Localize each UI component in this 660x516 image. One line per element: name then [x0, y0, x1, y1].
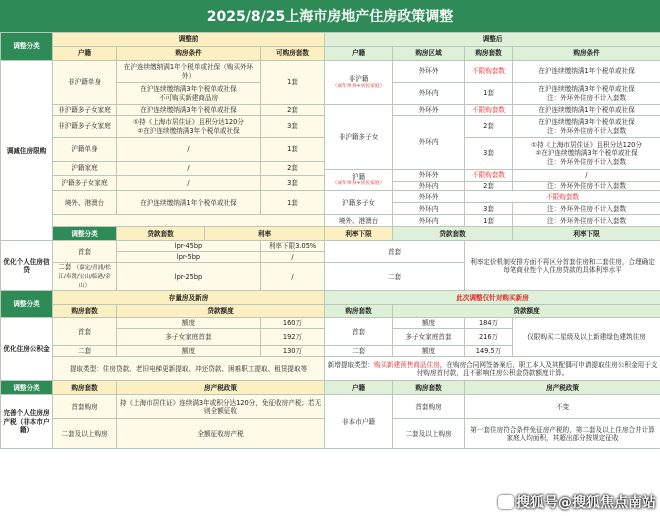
- policy-table: [0, 32, 660, 449]
- col-tax-policy: 房产税政策: [117, 381, 325, 395]
- hukou-cell: 非沪籍多子女家庭: [53, 105, 117, 116]
- col-hukou: 户籍: [53, 47, 117, 61]
- region-cell: 外环内: [393, 116, 465, 170]
- loan-second: 二套 （嘉定/青浦/松江/奉贤/宝山/临港/金山）: [53, 263, 117, 291]
- col-sets: 购房套数: [465, 47, 513, 61]
- hukou-cell: 境外、港澳台: [53, 191, 117, 215]
- hukou-note: （成年单身+居民家庭）: [332, 83, 385, 89]
- section-header-row: [1, 33, 660, 47]
- hukou-after-cell: 境外、港澳台: [325, 215, 393, 227]
- condition-cell: 在沪连续缴纳满1年个税单或社保: [117, 191, 261, 215]
- before-header: 调整前: [53, 33, 325, 47]
- hukou-cell: 沪籍多子女家庭: [53, 176, 117, 191]
- col-conditions: 购房条件: [117, 47, 261, 61]
- sets-cell: 1套: [261, 138, 325, 162]
- sets-cell: 2套: [261, 162, 325, 176]
- after-header: 调整后: [325, 33, 660, 47]
- sets-unlimited: 不限购套数: [465, 61, 513, 83]
- fund-amount: 192万: [261, 329, 325, 346]
- hukou-cell: 沪籍单身: [53, 138, 117, 162]
- condition-cell: ①持《上海市居住证》且积分达120分 ②在沪连续缴纳满3年个税单或社保: [117, 116, 261, 138]
- condition-after-cell: 注：外环外住房不计入套数: [513, 182, 660, 191]
- tax-second-policy-after: 第一套住房符合条件免征房产税的，第二套及以上住房合并计算家庭人均面积，其超出部分按规定征收: [465, 419, 660, 449]
- col-fund-sets-after: 购房套数: [325, 305, 393, 318]
- hukou-cell: 非沪籍单身: [53, 61, 117, 105]
- sets-unlimited: 不限购套数: [465, 105, 513, 116]
- region-cell: 外环内: [393, 215, 465, 227]
- fund-second: 二套: [53, 346, 117, 357]
- policy-table-wrapper: [0, 32, 660, 449]
- watermark: 搜狐号@搜狐焦点南站: [496, 492, 656, 512]
- condition-after-cell: 在沪连续缴纳满3年个税单或社保 注：外环外住房不计入套数: [513, 116, 660, 138]
- tax-second-after: 二套及以上购房: [393, 419, 465, 449]
- category-header: 调整分类: [1, 381, 53, 395]
- fund-after-note: 仅限购买二星级及以上新建绿色建筑住房: [513, 318, 660, 357]
- fund-label: 额度: [117, 318, 261, 329]
- hukou-label: 非沪籍: [348, 75, 369, 84]
- column-header-row: [1, 47, 660, 61]
- fund-amount: 149.5万: [465, 346, 513, 357]
- section-header-row: [1, 227, 660, 241]
- hukou-cell: 非沪籍多子女家庭: [53, 116, 117, 138]
- region-cell: 外环内: [393, 83, 465, 105]
- fund-first-after: 首套: [325, 318, 393, 346]
- section-header-row: [1, 291, 660, 305]
- loan-first-after: 首套: [325, 241, 465, 263]
- table-row: [1, 61, 660, 72]
- page-title: 2025/8/25上海市房地产住房政策调整: [0, 0, 660, 32]
- sets-cell: 2套: [465, 182, 513, 191]
- fund-label: 额度: [393, 318, 465, 329]
- hukou-note: （成年单身+居民家庭）: [332, 181, 385, 187]
- fund-first: 首套: [53, 318, 117, 346]
- tax-first-policy-after: 不变: [465, 395, 660, 419]
- table-row: [1, 357, 660, 381]
- fund-before-extract: 提取类型：住房贷款、老旧电梯更新提取、冲还贷款、困难职工提取、租赁提取等: [53, 357, 325, 381]
- category-header: 调整分类: [1, 33, 53, 61]
- table-row: [1, 318, 660, 329]
- condition-cell: /: [117, 138, 261, 162]
- fund-label: 额度: [117, 346, 261, 357]
- fund-label: 额度: [393, 346, 465, 357]
- col-floor-after: 利率下限: [513, 227, 660, 241]
- floor-cell: /: [261, 263, 325, 291]
- condition-cell: 在沪连续缴纳满3年个税单或社保 不可购买新建商品房: [117, 83, 261, 105]
- tax-second-policy: 全额征收房产税: [117, 419, 325, 449]
- sets-cell: 3套: [465, 203, 513, 215]
- fund-amount: 184万: [465, 318, 513, 329]
- floor-cell: /: [261, 252, 325, 263]
- col-conditions-after: 购房条件: [513, 47, 660, 61]
- condition-after-cell: 注：外环外住房不计入套数: [513, 203, 660, 215]
- tax-hukou-after: 非本市户籍: [325, 395, 393, 449]
- region-cell: 外环外: [393, 105, 465, 116]
- hukou-cell: 沪籍家庭: [53, 162, 117, 176]
- condition-cell: /: [117, 176, 261, 191]
- condition-after-cell: 注：外环外住房不计入套数: [513, 215, 660, 227]
- hukou-label: 沪籍: [351, 173, 366, 181]
- condition-cell: /: [117, 162, 261, 176]
- rate-cell: lpr-45bp: [117, 241, 261, 252]
- col-rate: 利率: [205, 227, 325, 241]
- tax-first-policy: 持《上海市居住证》连续满3年或积分达120分，免征收房产税；若无则全额征收: [117, 395, 325, 419]
- condition-cell: 在沪连续缴纳满3年个税单或社保: [117, 105, 261, 116]
- category-header: 调整分类: [1, 291, 53, 318]
- loan-second-after: 二套: [325, 263, 465, 291]
- col-can-buy: 可购房套数: [261, 47, 325, 61]
- col-fund-sets: 购房套数: [53, 305, 117, 318]
- fund-after-title: 此次调整仅针对购买新房: [325, 291, 660, 305]
- sets-cell: 2套: [465, 116, 513, 138]
- category-fund: 优化住房公积金: [1, 318, 53, 381]
- region-cell: 外环内: [393, 182, 465, 191]
- sets-cell: 1套: [261, 61, 325, 105]
- sets-unlimited: 不限购套数: [465, 191, 660, 203]
- col-hukou-tax: 户籍: [325, 381, 393, 395]
- loan-first: 首套: [53, 241, 117, 263]
- category-restriction: 调减住房限购: [1, 61, 53, 241]
- sets-cell: 1套: [465, 215, 513, 227]
- category-credit: 优化个人住房信贷: [1, 241, 53, 291]
- hukou-after-cell: [325, 170, 393, 191]
- sets-cell: 2套: [261, 105, 325, 116]
- fund-amount: 216万: [465, 329, 513, 346]
- sets-cell: 3套: [261, 176, 325, 191]
- column-header-row: [1, 305, 660, 318]
- condition-after-cell: 在沪连续缴纳满1年个税单或社保: [513, 105, 660, 116]
- condition-after-cell: ①持《上海市居住证》且积分达120分 ②在沪连续缴纳满3年个税单或社保 注：外环外住房不计入套数: [513, 138, 660, 170]
- region-cell: 外环内: [393, 203, 465, 215]
- region-cell: 外环外: [393, 61, 465, 83]
- condition-cell: 在沪连续缴纳满1年个税单或社保（购买外环外）: [117, 61, 261, 83]
- hukou-after-cell: [325, 61, 393, 105]
- fund-label: 多子女家庭首套: [393, 329, 465, 346]
- fund-after-extract: 新增提取类型：购买新建预售商品住房，在购房合同网签备案后，职工本人及其配偶可申请提取住房公积金用于支付购房首付款，且不影响住房公积金贷款额度计算。: [325, 357, 660, 381]
- condition-after-cell: 在沪连续缴纳满1年个税单或社保: [513, 61, 660, 83]
- table-row: [1, 215, 660, 227]
- col-fund-amount: 贷款额度: [117, 305, 325, 318]
- hukou-after-cell: 非沪籍多子女: [325, 105, 393, 170]
- col-tax-policy-after: 房产税政策: [465, 381, 660, 395]
- tax-first-after: 首套购房: [393, 395, 465, 419]
- sets-cell: 1套: [465, 83, 513, 105]
- col-loan-sets-after: 贷款套数: [393, 227, 513, 241]
- fund-amount: 130万: [261, 346, 325, 357]
- credit-after-text: 利率定价机制安排方面不再区分首套住房和二套住房，合理确定每笔商业性个人住房贷款的具体利率水平: [465, 241, 660, 291]
- fund-before-title: 存量房及新房: [53, 291, 325, 305]
- play-icon: [498, 495, 514, 509]
- hukou-after-cell: 沪籍多子女: [325, 191, 393, 215]
- col-hukou-after: 户籍: [325, 47, 393, 61]
- col-loan-sets: 贷款套数: [117, 227, 205, 241]
- tax-first: 首套购房: [53, 395, 117, 419]
- table-row: [1, 191, 660, 203]
- sets-cell: 3套: [465, 138, 513, 170]
- table-row: [1, 241, 660, 252]
- table-row: [1, 395, 660, 419]
- col-fund-amount-after: 贷款额度: [393, 305, 660, 318]
- filler-cell: [53, 215, 325, 227]
- col-tax-sets: 购房套数: [53, 381, 117, 395]
- category-tax: 完善个人住房房产税（非本市户籍）: [1, 395, 53, 449]
- sets-unlimited: 不限购套数: [465, 170, 513, 182]
- rate-cell: lpr-5bp: [117, 252, 261, 263]
- sets-cell: 3套: [261, 116, 325, 138]
- fund-amount: 160万: [261, 318, 325, 329]
- fund-label: 多子女家庭首套: [117, 329, 261, 346]
- table-row: [1, 105, 660, 116]
- col-floor: 利率下限: [325, 227, 393, 241]
- col-tax-sets-after: 购房套数: [393, 381, 465, 395]
- tax-second: 二套及以上购房: [53, 419, 117, 449]
- condition-after-cell: /: [513, 170, 660, 182]
- rate-cell: lpr-25bp: [117, 263, 261, 291]
- section-header-row: [1, 381, 660, 395]
- floor-cell: 利率下限3.05%: [261, 241, 325, 252]
- col-region: 购房区域: [393, 47, 465, 61]
- category-header: 调整分类: [53, 227, 117, 241]
- condition-after-cell: 在沪连续缴纳满3年个税单或社保 注：外环外住房不计入套数: [513, 83, 660, 105]
- sets-cell: 1套: [261, 191, 325, 215]
- region-cell: 外环外: [393, 191, 465, 203]
- region-cell: 外环外: [393, 170, 465, 182]
- fund-second-after: 二套: [325, 346, 393, 357]
